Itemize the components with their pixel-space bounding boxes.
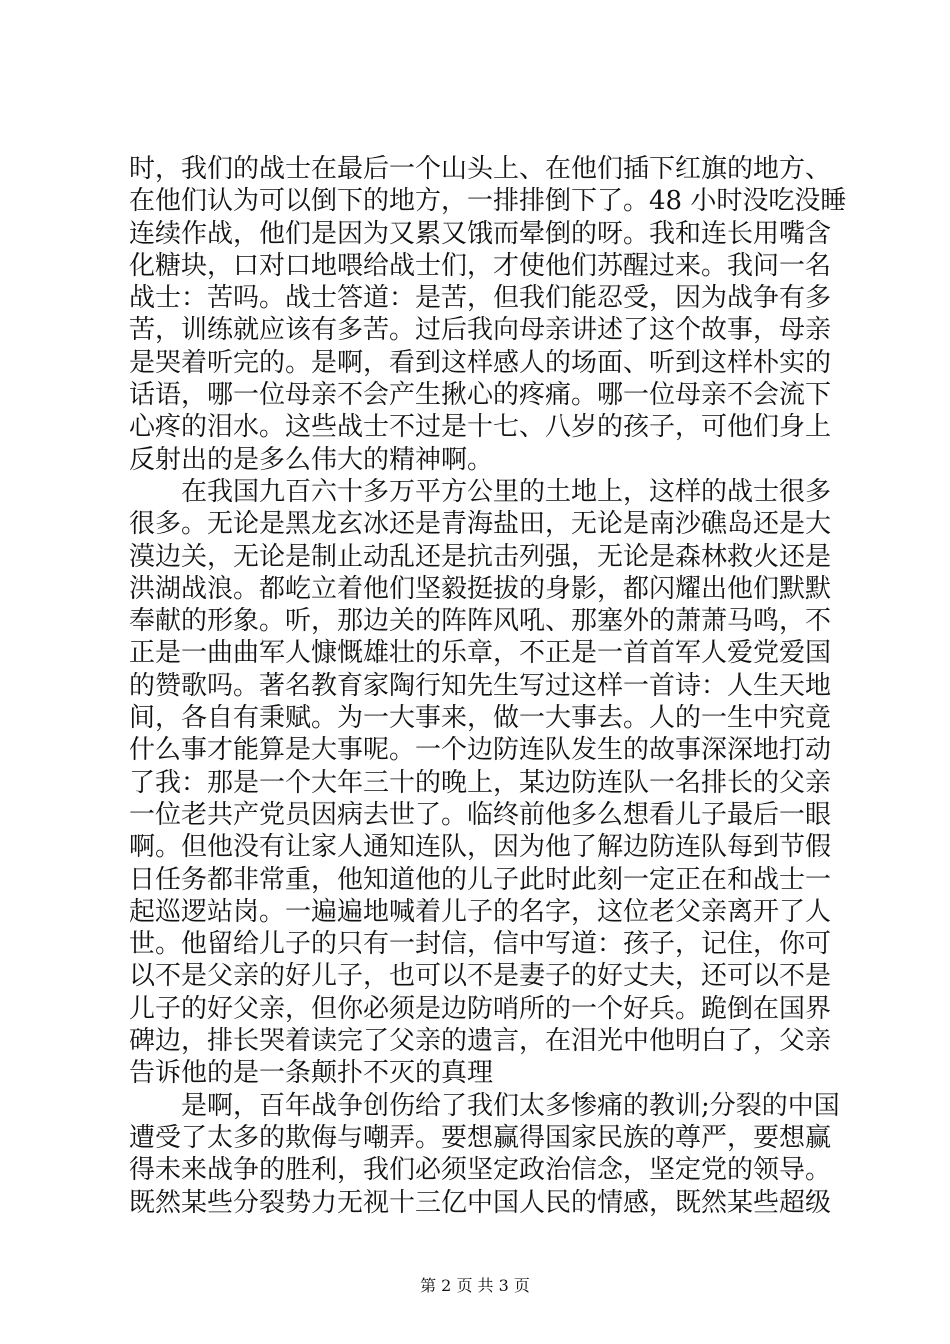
text-line: 漠边关，无论是制止动乱还是抗击列强，无论是森林救火还是 — [129, 541, 832, 572]
text-line: 既然某些分裂势力无视十三亿中国人民的情感，既然某些超级 — [129, 1187, 832, 1218]
text-line: 化糖块，口对口地喂给战士们，才使他们苏醒过来。我问一名 — [129, 250, 832, 281]
text-line: 话语，哪一位母亲不会产生揪心的疼痛。哪一位母亲不会流下 — [129, 380, 832, 411]
text-line: 碑边，排长哭着读完了父亲的遗言，在泪光中他明白了，父亲 — [129, 1026, 832, 1057]
text-line: 正是一曲曲军人慷慨雄壮的乐章，不正是一首首军人爱党爱国 — [129, 638, 832, 669]
text-line: 得未来战争的胜利，我们必须坚定政治信念，坚定党的领导。 — [129, 1155, 832, 1186]
text-line: 啊。但他没有让家人通知连队，因为他了解边防连队每到节假 — [129, 832, 832, 863]
text-line: 什么事才能算是大事呢。一个边防连队发生的故事深深地打动 — [129, 735, 832, 766]
text-line: 起巡逻站岗。一遍遍地喊着儿子的名字，这位老父亲离开了人 — [129, 896, 832, 927]
text-line: 以不是父亲的好儿子，也可以不是妻子的好丈夫，还可以不是 — [129, 961, 832, 992]
text-line: 间，各自有秉赋。为一大事来，做一大事去。人的一生中究竟 — [129, 703, 832, 734]
text-line: 遭受了太多的欺侮与嘲弄。要想赢得国家民族的尊严，要想赢 — [129, 1122, 832, 1153]
text-line: 告诉他的是一条颠扑不灭的真理 — [129, 1058, 494, 1089]
text-line: 苦，训练就应该有多苦。过后我向母亲讲述了这个故事，母亲 — [129, 315, 832, 346]
text-line: 是哭着听完的。是啊，看到这样感人的场面、听到这样朴实的 — [129, 347, 832, 378]
text-line: 在我国九百六十多万平方公里的土地上，这样的战士很多 — [129, 476, 832, 507]
page-footer: 第 2 页 共 3 页 — [420, 1276, 530, 1295]
text-line: 连续作战，他们是因为又累又饿而晕倒的呀。我和连长用嘴含 — [129, 218, 832, 249]
text-line: 儿子的好父亲，但你必须是边防哨所的一个好兵。跪倒在国界 — [129, 993, 832, 1024]
text-line: 反射出的是多么伟大的精神啊。 — [129, 444, 494, 475]
text-line: 时，我们的战士在最后一个山头上、在他们插下红旗的地方、 — [129, 154, 832, 184]
text-line: 世。他留给儿子的只有一封信，信中写道：孩子，记住，你可 — [129, 929, 832, 960]
text-line: 洪湖战浪。都屹立着他们坚毅挺拔的身影，都闪耀出他们默默 — [129, 573, 832, 604]
text-line: 战士：苦吗。战士答道：是苦，但我们能忍受，因为战争有多 — [129, 283, 832, 314]
text-line: 一位老共产党员因病去世了。临终前他多么想看儿子最后一眼 — [129, 799, 832, 830]
text-line: 很多。无论是黑龙玄冰还是青海盐田，无论是南沙礁岛还是大 — [129, 509, 832, 540]
text-line: 的赞歌吗。著名教育家陶行知先生写过这样一首诗：人生天地 — [129, 670, 832, 701]
body-text — [129, 153, 847, 1219]
text-line: 是啊，百年战争创伤给了我们太多惨痛的教训;分裂的中国 — [129, 1090, 840, 1121]
text-line: 心疼的泪水。这些战士不过是十七、八岁的孩子，可他们身上 — [129, 412, 832, 443]
text-line: 在他们认为可以倒下的地方，一排排倒下了。48 小时没吃没睡 — [129, 186, 847, 217]
text-line: 了我：那是一个大年三十的晚上，某边防连队一名排长的父亲 — [129, 767, 832, 798]
text-line: 日任务都非常重，他知道他的儿子此时此刻一定正在和战士一 — [129, 864, 832, 895]
text-line: 奉献的形象。听，那边关的阵阵风吼、那塞外的萧萧马鸣，不 — [129, 606, 832, 637]
